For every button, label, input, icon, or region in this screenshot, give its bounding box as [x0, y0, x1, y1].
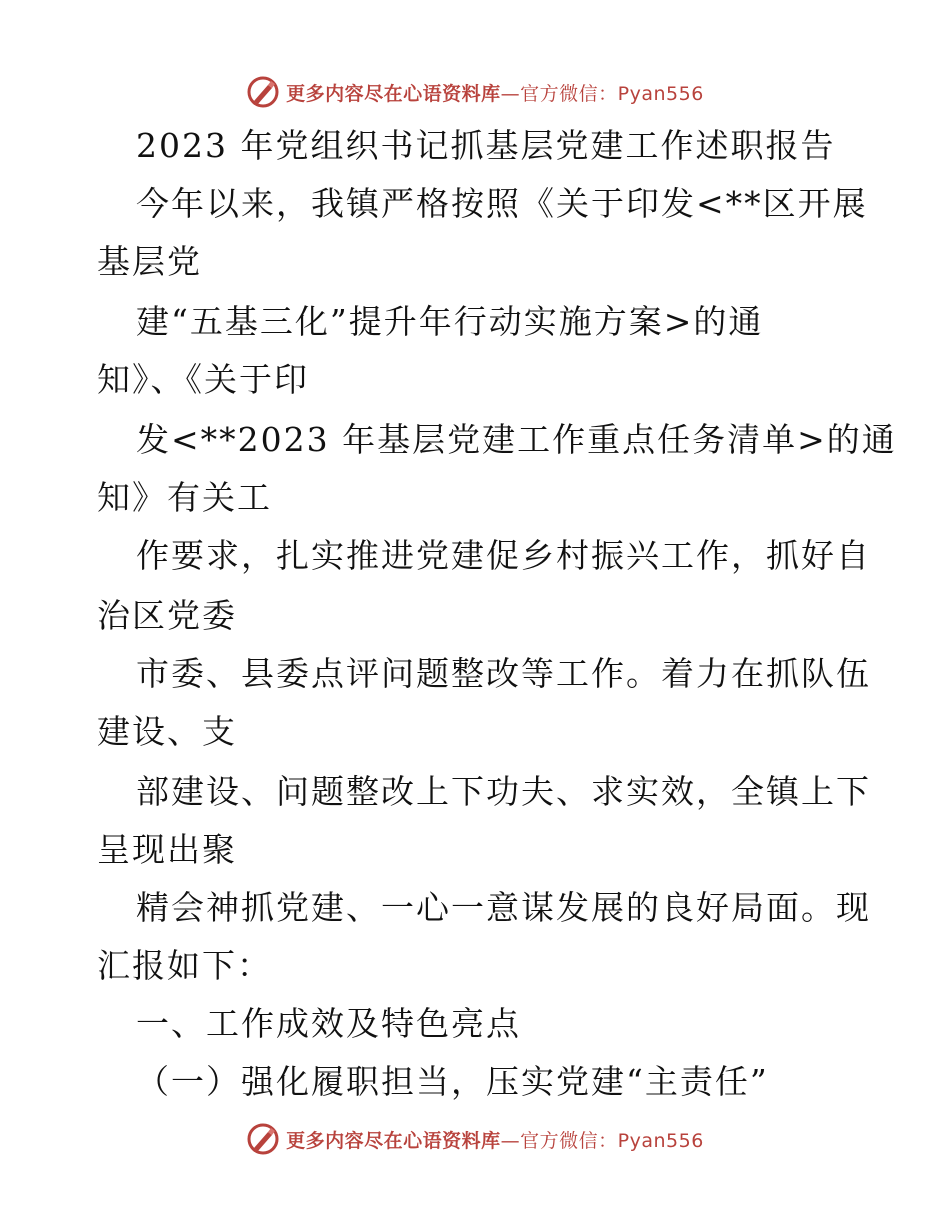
section-heading: 一、工作成效及特色亮点	[136, 1004, 521, 1043]
paragraph-line: 呈现出聚	[97, 830, 237, 869]
paragraph-line: 知》、《关于印	[97, 360, 309, 399]
paragraph-line: 汇报如下：	[97, 946, 272, 985]
pen-logo-icon	[246, 75, 280, 109]
paragraph-line: 作要求，扎实推进党建促乡村振兴工作，抓好自	[136, 536, 871, 575]
paragraph-line: 部建设、问题整改上下功夫、求实效，全镇上下	[136, 772, 871, 811]
document-title: 2023 年党组织书记抓基层党建工作述职报告	[136, 126, 836, 165]
paragraph-line: 市委、县委点评问题整改等工作。着力在抓队伍	[136, 654, 871, 693]
paragraph-line: 知》有关工	[97, 478, 272, 517]
watermark-text: 更多内容尽在心语资料库—官方微信：Pyan556	[286, 82, 704, 105]
watermark-header	[0, 72, 950, 112]
paragraph-line: 建设、支	[97, 712, 237, 751]
paragraph-line: 精会神抓党建、一心一意谋发展的良好局面。现	[136, 888, 871, 927]
watermark-text: 更多内容尽在心语资料库—官方微信：Pyan556	[286, 1129, 704, 1152]
watermark-footer	[0, 1119, 950, 1159]
paragraph-line: 基层党	[97, 242, 202, 281]
paragraph-line: 治区党委	[97, 596, 237, 635]
paragraph-line: 今年以来，我镇严格按照《关于印发<**区开展	[136, 184, 868, 223]
pen-logo-icon	[246, 1122, 280, 1156]
paragraph-line: 发<**2023 年基层党建工作重点任务清单>的通	[136, 420, 897, 459]
paragraph-line: 建“五基三化”提升年行动实施方案>的通	[136, 302, 764, 341]
subsection-heading: （一）强化履职担当，压实党建“主责任”	[136, 1062, 769, 1101]
